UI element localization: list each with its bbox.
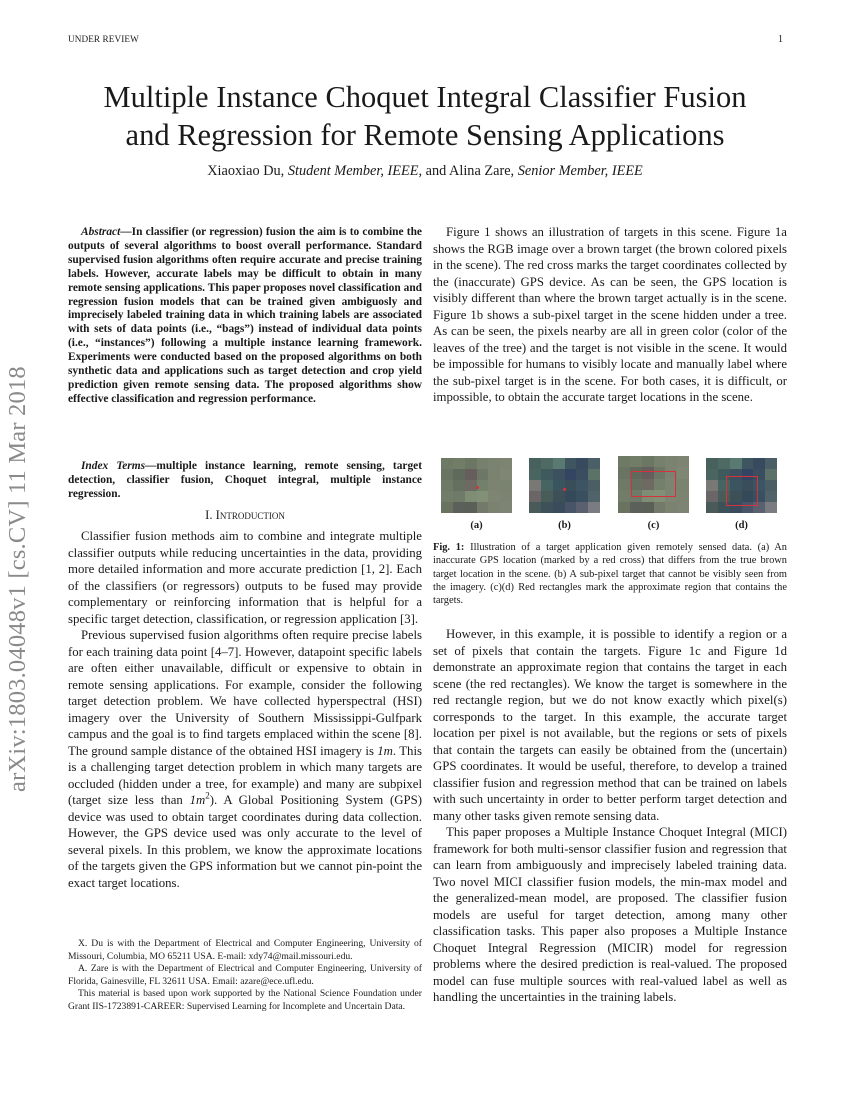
image-pixel: [488, 458, 500, 469]
image-pixel: [453, 480, 465, 491]
image-pixel: [618, 490, 630, 502]
section-title: Introduction: [215, 508, 285, 522]
image-pixel: [477, 491, 489, 502]
image-pixel: [718, 458, 730, 469]
section-heading-introduction: [68, 508, 422, 523]
image-pixel: [706, 491, 718, 502]
image-pixel: [618, 502, 630, 513]
image-pixel: [465, 480, 477, 491]
footnote-funding: This material is based upon work supported by the National Science Foundation under Grant IIS-1723891-CAREER: Supervised Learning for Incomplete and Uncertain Data.: [68, 988, 422, 1012]
image-pixel: [588, 502, 600, 513]
author-1: Xiaoxiao Du,: [207, 163, 285, 179]
image-pixel: [541, 480, 553, 491]
footnotes: [68, 938, 422, 1014]
image-pixel: [588, 458, 600, 469]
image-pixel: [553, 502, 565, 513]
image-pixel: [488, 502, 500, 513]
image-pixel: [465, 502, 477, 513]
image-pixel: [529, 491, 541, 502]
text-run: Previous supervised fusion algorithms often require precise labels for each training data point [4–7]. However, datapoint specific labels are often either unavailable, difficult or expensive to obtain in remote sensing applications. For example, consider the following target detection problem. We have collected hyperspectral (HSI) imagery over the University of Southern Mississippi-Gulfpark campus and the goal is to find targets emplaced within the scene [8]. The ground sample distance of the obtained HSI imagery is: [68, 628, 422, 758]
image-pixel: [730, 458, 742, 469]
image-pixel: [553, 469, 565, 480]
superscript: 2: [205, 790, 210, 801]
image-pixel: [441, 458, 453, 469]
image-pixel: [477, 469, 489, 480]
image-pixel: [441, 491, 453, 502]
image-pixel: [677, 502, 689, 513]
image-pixel: [706, 502, 718, 513]
image-pixel: [541, 469, 553, 480]
image-pixel: [677, 456, 689, 468]
image-pixel: [642, 502, 654, 513]
image-pixel: [529, 469, 541, 480]
image-pixel: [654, 502, 666, 513]
abstract: [68, 226, 422, 407]
figure-1d-label: (d): [735, 520, 748, 531]
image-pixel: [500, 469, 512, 480]
image-pixel: [576, 491, 588, 502]
index-terms: [68, 460, 422, 502]
image-pixel: [529, 458, 541, 469]
author-conjunction: and Alina Zare,: [425, 163, 515, 179]
image-pixel: [441, 480, 453, 491]
author-line: [40, 163, 810, 180]
footnote-author-1: X. Du is with the Department of Electrical and Computer Engineering, University of Missouri, Columbia, MO 65211 USA. E-mail: xdy74@mail.missouri.edu.: [68, 938, 422, 962]
image-pixel: [618, 467, 630, 479]
image-pixel: [565, 491, 577, 502]
figure-1-caption: [433, 541, 787, 607]
image-pixel: [453, 469, 465, 480]
image-pixel: [441, 469, 453, 480]
image-pixel: [488, 491, 500, 502]
image-pixel: [765, 458, 777, 469]
caption-label: Fig. 1:: [433, 542, 465, 553]
image-pixel: [588, 469, 600, 480]
caption-text: Illustration of a target application given remotely sensed data. (a) An inaccurate GPS location (marked by a red cross) that differs from the true brown target location in the scene. (b) A sub-pixel target that cannot be visibly seen from the imagery. (c)(d) Red rectangles mark the approximate region that contains the targets.: [433, 542, 787, 607]
title-line-2: and Regression for Remote Sensing Applications: [125, 118, 725, 152]
image-pixel: [588, 491, 600, 502]
target-region-rectangle: [631, 471, 675, 497]
right-column-top: [433, 224, 787, 406]
index-terms-text: —multiple instance learning, remote sensing, target detection, classifier fusion, Choquet integral, multiple instance regression.: [68, 460, 422, 500]
image-pixel: [477, 502, 489, 513]
figure-1: [433, 454, 787, 534]
image-pixel: [500, 480, 512, 491]
abstract-text: —In classifier (or regression) fusion the aim is to combine the outputs of several algorithms to boost overall performance. Standard supervised fusion algorithms often require accurate and precise training labels. However, accurate labels may be difficult to obtain in many remote sensing applications. This paper proposes novel classification and regression fusion models that can be trained given ambiguosly and imprecisely labeled training data in which training labels are associated with sets of data points (i.e., “bags”) instead of individual data points (i.e., “instances”) following a multiple instance learning framework. Experiments were conducted based on the proposed algorithms on both synthetic data and applications such as target detection and crop yield prediction given remote sensing data. The proposed algorithms show effective classification and regression performance.: [68, 226, 422, 405]
introduction-body: [68, 528, 422, 891]
image-pixel: [576, 502, 588, 513]
image-pixel: [642, 456, 654, 468]
image-pixel: [529, 502, 541, 513]
image-pixel: [453, 491, 465, 502]
image-pixel: [654, 456, 666, 468]
image-pixel: [576, 469, 588, 480]
image-pixel: [565, 480, 577, 491]
image-pixel: [565, 502, 577, 513]
image-pixel: [753, 458, 765, 469]
figure-1c-image: [618, 456, 689, 513]
image-pixel: [441, 502, 453, 513]
image-pixel: [588, 480, 600, 491]
image-pixel: [500, 458, 512, 469]
right-column-bottom: [433, 626, 787, 1006]
image-pixel: [465, 491, 477, 502]
image-pixel: [465, 458, 477, 469]
paper-title: [40, 78, 810, 154]
abstract-lead: Abstract: [81, 226, 121, 238]
image-pixel: [665, 456, 677, 468]
author-2-role: Senior Member, IEEE: [517, 163, 643, 179]
image-pixel: [765, 491, 777, 502]
arxiv-stamp[interactable]: arXiv:1803.04048v1 [cs.CV] 11 Mar 2018: [4, 366, 31, 792]
figure-1b-image: [529, 458, 600, 513]
image-pixel: [765, 502, 777, 513]
image-pixel: [541, 502, 553, 513]
title-line-1: Multiple Instance Choquet Integral Classifier Fusion: [103, 80, 747, 114]
image-pixel: [742, 458, 754, 469]
figure-1a-label: (a): [470, 520, 483, 531]
text-run: ). A Global Positioning System (GPS) device was used to obtain target coordinates during data collection. However, the GPS device used was only accurate to the level of several pixels. In this problem, we know the approximate locations of the targets given the GPS information but we cannot pin-point the exact target locations.: [68, 793, 422, 890]
image-pixel: [553, 458, 565, 469]
figure-1d-image: [706, 458, 777, 513]
target-region-rectangle: [726, 476, 758, 506]
image-pixel: [576, 458, 588, 469]
figure-1b-label: (b): [558, 520, 571, 531]
image-pixel: [565, 469, 577, 480]
text-run: . This is a challenging target detection problem in which many targets are occluded (hidden under a tree, for example) and many are subpixel (target size less than: [68, 743, 422, 807]
image-pixel: [765, 469, 777, 480]
image-pixel: [618, 479, 630, 491]
intro-paragraph-2: [68, 627, 422, 891]
image-pixel: [706, 480, 718, 491]
figure-1a-image: [441, 458, 512, 513]
image-pixel: [706, 458, 718, 469]
image-pixel: [618, 456, 630, 468]
image-pixel: [453, 502, 465, 513]
image-pixel: [553, 491, 565, 502]
image-pixel: [706, 469, 718, 480]
intro-paragraph-1: Classifier fusion methods aim to combine and integrate multiple classifier outputs while reducing uncertainties in the data, providing more detailed information and more accurate prediction [1, 2]. Each of the classifiers (or regressors) outputs to be fused may provide complementary or reinforcing information that is helpful for a specific target detection, classification, or regression application [3].: [68, 529, 422, 626]
index-terms-lead: Index Terms: [81, 460, 146, 472]
image-pixel: [500, 502, 512, 513]
image-pixel: [453, 458, 465, 469]
image-pixel: [565, 458, 577, 469]
image-pixel: [576, 480, 588, 491]
math-1m2: 1m: [189, 793, 206, 807]
image-pixel: [677, 490, 689, 502]
image-pixel: [465, 469, 477, 480]
paragraph-mici-proposal: This paper proposes a Multiple Instance Choquet Integral (MICI) framework for both multi-sensor classifier fusion and regression that can learn from ambiguously and imprecisely labeled training data. Two novel MICI classifier fusion models, the min-max model and the generalized-mean model, are proposed. The classifier fusion models are useful for target detection, among many other classification tasks. This paper also proposes a Multiple Instance Choquet Integral Regression (MICIR) model for regression problems where the desired prediction is real-valued. The proposed model can fuse multiple sources with real-valued label as well as handling the uncertainties in the training labels.: [433, 825, 787, 1004]
paragraph-figure-description: Figure 1 shows an illustration of targets in this scene. Figure 1a shows the RGB image over a brown target (the brown colored pixels in the scene). The red cross marks the target coordinates collected by the (inaccurate) GPS device. As can be seen, the GPS location is visibly different than where the brown target actually is in the scene. Figure 1b shows a sub-pixel target in the scene hidden under a tree. As can be seen, the pixels nearby are all in green color (color of the leaves of the tree) and the target is not visible in the scene. It would be impossible for humans to visibly locate and manually label where the sub-pixel target is in the scene. For both cases, it is difficult, or impossible, to obtain the accurate target locations in the scene.: [433, 225, 787, 404]
image-pixel: [488, 469, 500, 480]
author-1-role: Student Member, IEEE,: [287, 163, 423, 179]
image-pixel: [500, 491, 512, 502]
image-pixel: [541, 458, 553, 469]
image-pixel: [677, 479, 689, 491]
image-pixel: [677, 467, 689, 479]
running-head: UNDER REVIEW: [68, 34, 139, 44]
image-pixel: [529, 480, 541, 491]
image-pixel: [630, 502, 642, 513]
image-pixel: [765, 480, 777, 491]
footnote-author-2: A. Zare is with the Department of Electrical and Computer Engineering, University of Florida, Gainesville, FL 32611 USA. Email: azare@ece.ufl.edu.: [68, 963, 422, 987]
image-pixel: [665, 502, 677, 513]
image-pixel: [541, 491, 553, 502]
page-number: 1: [778, 34, 783, 45]
figure-1c-label: (c): [647, 520, 660, 531]
image-pixel: [630, 456, 642, 468]
image-pixel: [477, 458, 489, 469]
paragraph-region-identification: However, in this example, it is possible to identify a region or a set of pixels that contain the targets. Figure 1c and Figure 1d demonstrate an approximate region that contains the target in each scene (the red rectangles). We know the target is somewhere in the red rectangle region, but we do not know exactly which pixel(s) corresponds to the target. In this example, the accurate target location per pixel is not available, but the regions or sets of pixels that contain the targets can easily be obtained from the (uncertain) GPS coordinates. It would be useful, therefore, to develop a trained classifier fusion and regression method that can be trained on labels with such uncertainty in order to better perform target detection and many other tasks given remote sensing data.: [433, 627, 787, 823]
image-pixel: [488, 480, 500, 491]
math-1m: 1m: [377, 743, 393, 758]
gps-marker-icon: [476, 486, 479, 489]
section-number: I.: [205, 508, 213, 522]
